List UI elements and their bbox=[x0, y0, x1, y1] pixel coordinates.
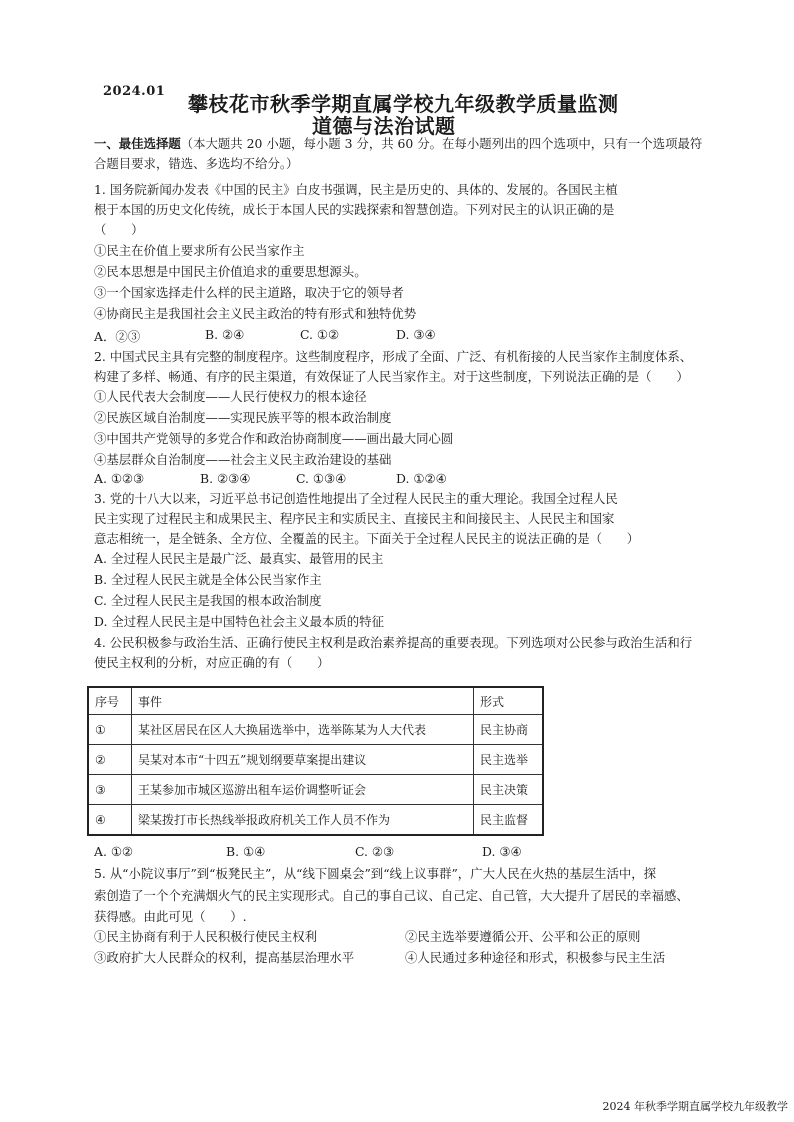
q3-choice-c: C. 全过程人民民主是我国的根本政治制度 bbox=[94, 593, 322, 608]
q4-option-c: C. ②③ bbox=[355, 844, 395, 859]
table-cell: 梁某拨打市长热线举报政府机关工作人员不作为 bbox=[132, 805, 474, 836]
section-instruction-line-2: 合题目要求，错选、多选均不给分。） bbox=[94, 156, 299, 171]
table-cell: 民主监督 bbox=[474, 805, 544, 836]
table-cell: 吴某对本市“十四五”规划纲要草案提出建议 bbox=[132, 745, 474, 775]
q2-statement: ③中国共产党领导的多党合作和政治协商制度——画出最大同心圆 bbox=[94, 431, 454, 446]
table-cell: ③ bbox=[88, 775, 132, 805]
q1-statement: ①民主在价值上要求所有公民当家作主 bbox=[94, 243, 305, 258]
q2-option-c: C. ①③④ bbox=[296, 471, 347, 486]
q3-choice-a: A. 全过程人民民主是最广泛、最真实、最管用的民主 bbox=[94, 551, 384, 566]
q5-statement: ②民主选举要遵循公开、公平和公正的原则 bbox=[405, 929, 641, 944]
table-row bbox=[88, 805, 543, 836]
q1-option-a: A．②③ bbox=[94, 329, 141, 344]
q2-option-d: D. ①②④ bbox=[396, 471, 447, 486]
events-table bbox=[87, 686, 544, 836]
q4-option-b: B. ①④ bbox=[226, 844, 266, 859]
q1-stem-line: （ ） bbox=[94, 222, 144, 237]
table-cell: 民主决策 bbox=[474, 775, 544, 805]
q2-stem-line: 2. 中国式民主具有完整的制度程序。这些制度程序，形成了全面、广泛、有机衔接的人民当家作主制度体系、 bbox=[94, 349, 693, 364]
exam-title: 攀枝花市秋季学期直属学校九年级教学质量监测 bbox=[188, 92, 619, 116]
q1-statement: ④协商民主是我国社会主义民主政治的特有形式和独特优势 bbox=[94, 306, 417, 321]
table-cell: 民主协商 bbox=[474, 715, 544, 745]
q4-stem-line: 4. 公民积极参与政治生活、正确行使民主权利是政治素养提高的重要表现。下列选项对公民参与政治生活和行 bbox=[94, 635, 693, 650]
q3-stem-line: 意志相统一，是全链条、全方位、全覆盖的民主。下面关于全过程人民民主的说法正确的是（ ） bbox=[94, 531, 640, 546]
q5-stem-line: 5. 从“小院议事厅”到“板凳民主”，从“线下圆桌会”到“线上议事群”，广大人民在火热的基层生活中，探 bbox=[94, 866, 657, 881]
table-cell: 民主选举 bbox=[474, 745, 544, 775]
section-heading: 一、最佳选择题 bbox=[94, 136, 181, 151]
q5-statement: ③政府扩大人民群众的权利，提高基层治理水平 bbox=[94, 950, 355, 965]
q1-option-c: C. ①② bbox=[300, 327, 340, 342]
q1-statement: ②民本思想是中国民主价值追求的重要思想源头。 bbox=[94, 264, 367, 279]
q4-option-a: A. ①② bbox=[94, 844, 134, 859]
table-header-row bbox=[88, 687, 543, 715]
q5-statement: ①民主协商有利于人民积极行使民主权利 bbox=[94, 929, 318, 944]
table-header-cell: 序号 bbox=[88, 687, 132, 715]
q2-stem-line: 构建了多样、畅通、有序的民主渠道，有效保证了人民当家作主。对于这些制度，下列说法正确的是（ ） bbox=[94, 369, 689, 384]
table-header-cell: 事件 bbox=[132, 687, 474, 715]
table-cell: ④ bbox=[88, 805, 132, 836]
q1-stem-line: 根于本国的历史文化传统，成长于本国人民的实践探索和智慧创造。下列对民主的认识正确的是 bbox=[94, 202, 615, 217]
q5-stem-line: 索创造了一个个充满烟火气的民主实现形式。自己的事自己议、自己定、自己管，大大提升了居民的幸福感、 bbox=[94, 888, 689, 903]
page-footer: 2024 年秋季学期直属学校九年级教学 bbox=[602, 1100, 788, 1113]
q5-stem-line: 获得感。由此可见（ ）. bbox=[94, 909, 247, 924]
table-row bbox=[88, 775, 543, 805]
q1-option-d: D. ③④ bbox=[396, 327, 436, 342]
table-cell: ② bbox=[88, 745, 132, 775]
table-cell: 某社区居民在区人大换届选举中，选举陈某为人大代表 bbox=[132, 715, 474, 745]
section-instruction-text: （本大题共 20 小题，每小题 3 分，共 60 分。在每小题列出的四个选项中，只有一个选项最符 bbox=[180, 136, 703, 151]
q2-option-a: A. ①②③ bbox=[94, 471, 145, 486]
q4-option-d: D. ③④ bbox=[482, 844, 522, 859]
exam-subject-title: 道德与法治试题 bbox=[312, 114, 456, 138]
table-header-cell: 形式 bbox=[474, 687, 544, 715]
table-cell: 王某参加市城区巡游出租车运价调整听证会 bbox=[132, 775, 474, 805]
q2-statement: ①人民代表大会制度——人民行使权力的根本途径 bbox=[94, 389, 367, 404]
q2-statement: ④基层群众自治制度——社会主义民主政治建设的基础 bbox=[94, 452, 392, 467]
q3-choice-b: B. 全过程人民民主就是全体公民当家作主 bbox=[94, 572, 322, 587]
q1-option-b: B. ②④ bbox=[205, 327, 245, 342]
q1-stem-line: 1. 国务院新闻办发表《中国的民主》白皮书强调，民主是历史的、具体的、发展的。各国民主植 bbox=[94, 182, 618, 197]
q1-statement: ③一个国家选择走什么样的民主道路，取决于它的领导者 bbox=[94, 285, 404, 300]
q3-stem-line: 民主实现了过程民主和成果民主、程序民主和实质民主、直接民主和间接民主、人民民主和国家 bbox=[94, 511, 615, 526]
q3-choice-d: D. 全过程人民民主是中国特色社会主义最本质的特征 bbox=[94, 614, 384, 629]
q2-option-b: B. ②③④ bbox=[200, 471, 251, 486]
q4-stem-line: 使民主权利的分析，对应正确的有（ ） bbox=[94, 655, 330, 670]
q5-statement: ④人民通过多种途径和形式，积极参与民主生活 bbox=[405, 950, 666, 965]
table-row bbox=[88, 745, 543, 775]
q2-statement: ②民族区域自治制度——实现民族平等的根本政治制度 bbox=[94, 410, 392, 425]
table-row bbox=[88, 715, 543, 745]
exam-date: 2024.01 bbox=[103, 84, 166, 99]
table-cell: ① bbox=[88, 715, 132, 745]
q3-stem-line: 3. 党的十八大以来，习近平总书记创造性地提出了全过程人民民主的重大理论。我国全过程人民 bbox=[94, 491, 618, 506]
section-instruction-line bbox=[94, 134, 702, 154]
